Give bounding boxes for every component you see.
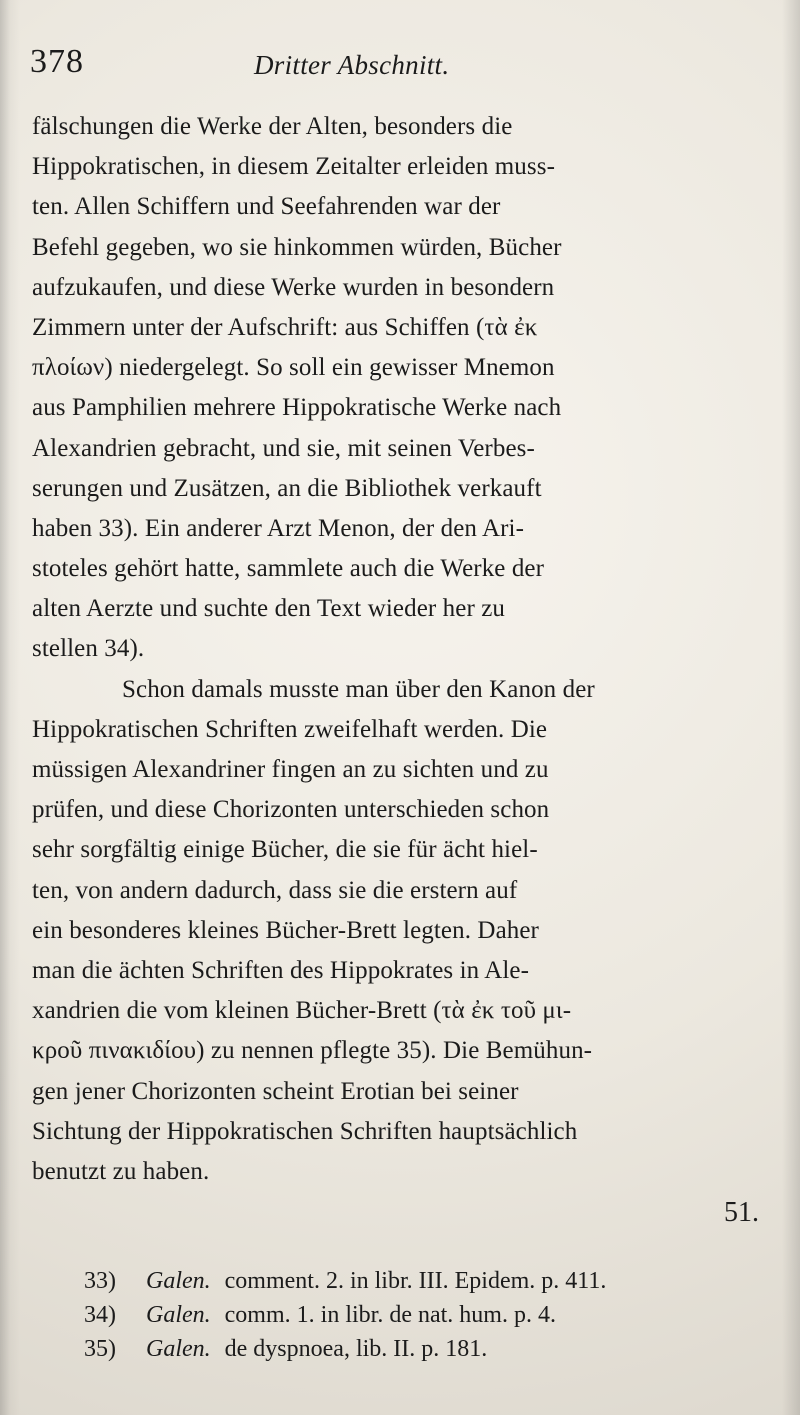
main-text-block [32,107,768,1192]
footnote-number: 33) [84,1268,116,1294]
text-line: prüfen, und diese Chorizonten unterschieden schon [32,796,550,824]
text-line: κροῦ πινακιδίου) zu nennen pflegte 35). Die Bemühun- [32,1037,593,1065]
text-line: alten Aerzte und suchte den Text wieder her zu [32,595,506,623]
footnote-author: Galen. [146,1302,211,1328]
text-line: stoteles gehört hatte, sammlete auch die Werke der [32,555,545,583]
text-line: haben 33). Ein anderer Arzt Menon, der den Ari- [32,514,525,542]
footnote-author: Galen. [146,1268,211,1294]
text-line: Befehl gegeben, wo sie hinkommen würden, Bücher [32,233,562,261]
text-line: aufzukaufen, und diese Werke wurden in besondern [32,273,555,301]
footnote-text: comment. 2. in libr. III. Epidem. p. 411. [224,1268,607,1294]
text-line: Alexandrien gebracht, und sie, mit seinen Verbes- [32,434,535,462]
text-line: xandrien die vom kleinen Bücher-Brett (τὰ ἐκ τοῦ μι- [32,997,572,1025]
text-line: stellen 34). [32,635,145,663]
footnote [84,1298,764,1332]
page-right-edge-shadow [782,0,800,1415]
page-header [30,42,770,98]
text-line: gen jener Chorizonten scheint Erotian bei seiner [32,1077,519,1105]
footnote-text: de dyspnoea, lib. II. p. 181. [224,1336,488,1362]
page-left-edge-shadow [0,0,20,1415]
footnote-number: 34) [84,1302,116,1328]
paragraph-start-line: Schon damals musste man über den Kanon der [122,675,595,703]
catchword: 51. [724,1197,759,1228]
running-head: Dritter Abschnitt. [254,50,450,80]
footnotes [84,1264,764,1366]
text-line: ten. Allen Schiffern und Seefahrenden war der [32,193,501,221]
text-line: serungen und Zusätzen, an die Bibliothek verkauft [32,474,542,502]
text-line: aus Pamphilien mehrere Hippokratische Werke nach [32,394,562,422]
text-line: Hippokratischen Schriften zweifelhaft werden. Die [32,715,548,743]
footnote-text: comm. 1. in libr. de nat. hum. p. 4. [224,1302,556,1328]
footnote-author: Galen. [146,1336,211,1362]
text-line: ten, von andern dadurch, dass sie die erstern auf [32,876,518,904]
page-number: 378 [30,43,84,80]
text-line: ein besonderes kleines Bücher-Brett legten. Daher [32,916,539,944]
footnote [84,1332,764,1366]
text-line: Sichtung der Hippokratischen Schriften hauptsächlich [32,1117,578,1145]
footnote [84,1264,764,1298]
text-line: Zimmern unter der Aufschrift: aus Schiffen (τὰ ἐκ [32,313,538,341]
text-line: fälschungen die Werke der Alten, besonders die [32,113,513,140]
text-line: πλοίων) niedergelegt. So soll ein gewisser Mnemon [32,354,555,382]
footnote-number: 35) [84,1336,116,1362]
text-line: benutzt zu haben. [32,1157,210,1185]
text-line: Hippokratischen, in diesem Zeitalter erleiden muss- [32,153,555,181]
text-line: sehr sorgfältig einige Bücher, die sie für ächt hiel- [32,836,538,864]
text-line: müssigen Alexandriner fingen an zu sichten und zu [32,756,549,783]
text-line: man die ächten Schriften des Hippokrates in Ale- [32,956,530,984]
